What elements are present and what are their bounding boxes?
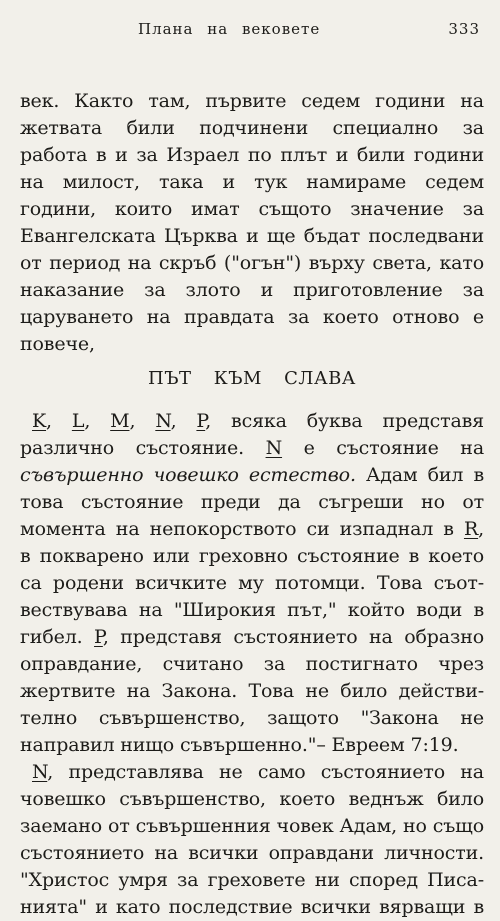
text-line: телно съвършенство, защото "Закона не (20, 707, 484, 729)
letter-n: N (32, 761, 48, 783)
text-line: жертвите на Закона. Това не било действи- (20, 680, 484, 702)
text-line: на милост, така и тук намираме седем (20, 171, 484, 193)
text-line: от период на скръб ("огън") върху света, като (20, 252, 484, 274)
text-line: това състояние преди да съгреши но от (20, 491, 484, 513)
text-line: жетвата били подчинени специално за (20, 117, 484, 139)
text-line: "Христос умря за греховете ни според Писа- (20, 869, 484, 891)
letter-m: M (110, 410, 130, 432)
text-line: оправдание, считано за постигнато чрез (20, 653, 484, 675)
text-span: , представя състоянието на образно (102, 626, 484, 648)
text-span: гибел. (20, 626, 83, 648)
text-line: K, L, M, N, P, всяка буква представя (32, 410, 485, 432)
italic-phrase: съвършенно човешко естество. (20, 464, 356, 486)
text-line: човешко съвършенство, което веднъж било (20, 788, 484, 810)
text-line: царуването на правдата за което отново е (20, 306, 484, 328)
text-line (20, 624, 484, 651)
text-line: наказание за злото и приготовление за (20, 279, 484, 301)
text-line: направил нищо съвършенно."– Евреем 7:19. (20, 734, 459, 756)
section-heading: ПЪТ КЪМ СЛАВА (148, 368, 356, 389)
text-span: момента на непокорството си изпаднал в (20, 518, 454, 540)
text-line (20, 462, 484, 489)
text-line: вествувава на "Широкия път," който води в (20, 599, 484, 621)
letter-n: N (265, 437, 283, 459)
text-line (20, 516, 484, 543)
text-line: Евангелската Църква и ще бъдат последвани (20, 225, 484, 247)
text-line: работа в и за Израел по плът и били години (20, 144, 484, 166)
text-line: са родени всичките му потомци. Това съот- (20, 572, 484, 594)
letter-r: R (463, 518, 479, 540)
text-line: нията" и като последствие всички вярващи в (20, 896, 484, 918)
text-line (20, 759, 484, 786)
text-line: в покварено или греховно състояние в което (20, 545, 484, 567)
text-span: Адам бил в (365, 464, 484, 486)
running-title: Плана на вековете (138, 20, 321, 38)
text-span: различно състояние. (20, 437, 245, 459)
text-span: , (478, 518, 484, 540)
paragraph-path-to-glory (20, 408, 484, 759)
body-text (20, 88, 484, 921)
letter-p: P (94, 626, 103, 648)
letter-p: P (196, 410, 206, 432)
text-span: всяка буква представя (231, 410, 485, 432)
text-span: , представлява не само състоянието на (47, 761, 484, 783)
letter-l: L (71, 410, 85, 432)
running-header (20, 14, 484, 46)
paragraph-n-state (20, 759, 484, 921)
text-line: заемано от съвършенния човек Адам, но също (20, 815, 484, 837)
text-span: е състояние на (303, 437, 484, 459)
letter-k: K (32, 410, 47, 432)
text-line: години, които имат същото значение за (20, 198, 484, 220)
text-line: повече, (20, 333, 95, 355)
text-line: век. Както там, първите седем години на (20, 90, 484, 112)
page-number: 333 (448, 20, 480, 38)
text-line (20, 435, 484, 462)
paragraph-continuation (20, 88, 484, 358)
text-line: състоянието на всички оправдани личности. (20, 842, 484, 864)
letter-n: N (155, 410, 171, 432)
